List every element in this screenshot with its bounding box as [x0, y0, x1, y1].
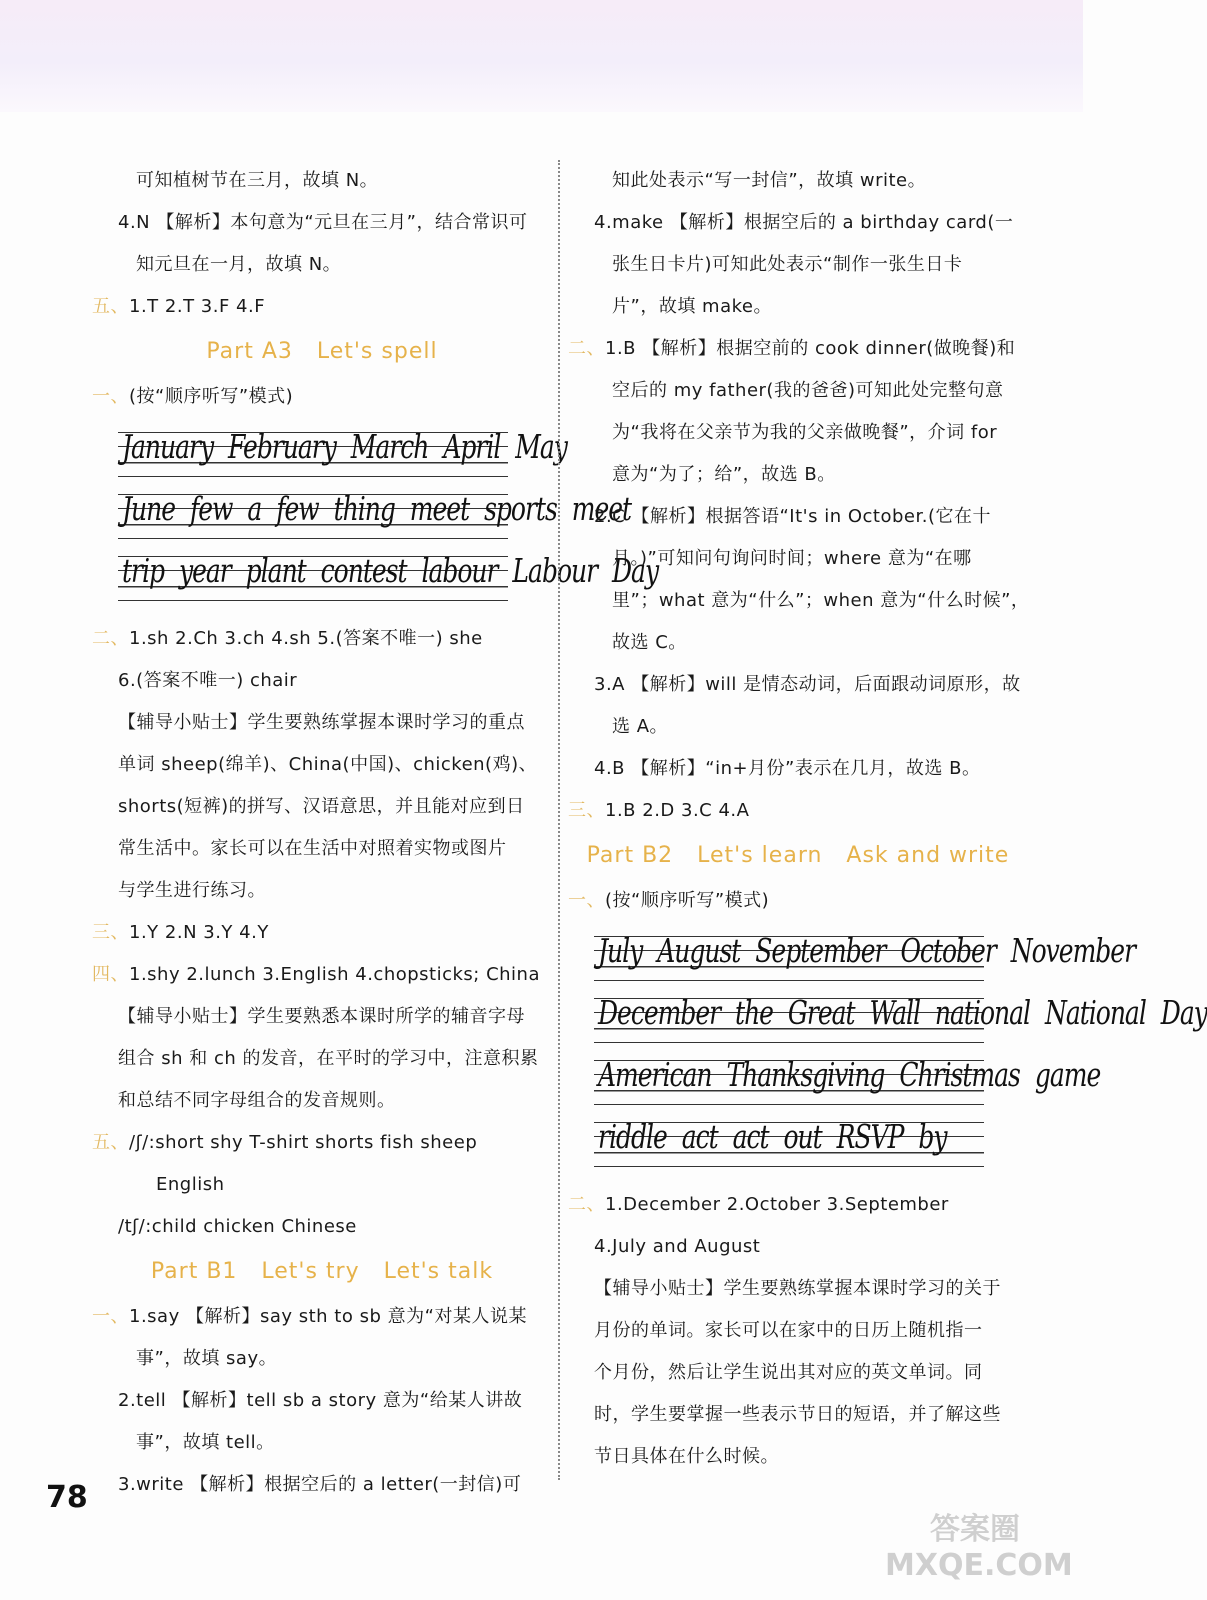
answer-line: 空后的 my father(我的爸爸)可知此处完整句意 — [612, 380, 1004, 401]
section-marker: 五、 — [92, 296, 129, 317]
tip-line: 【辅导小贴士】学生要熟练掌握本课时学习的重点 — [118, 712, 525, 733]
handwriting-text: July August September October November — [598, 932, 1136, 970]
handwriting-line — [594, 1052, 1101, 1114]
answer-line: 3.write 【解析】根据空后的 a letter(一封信)可 — [118, 1474, 522, 1495]
section-line — [568, 328, 1028, 370]
answer-text: 1.B 【解析】根据空前的 cook dinner(做晚餐)和 — [605, 338, 1016, 359]
section-line — [568, 790, 1028, 832]
tip-line: 时，学生要掌握一些表示节日的短语，并了解这些 — [594, 1404, 1001, 1425]
answer-line: 6.(答案不唯一) chair — [118, 670, 298, 691]
answer-line: 里”；what 意为“什么”；when 意为“什么时候”， — [612, 590, 1030, 611]
tip-line: shorts(短裤)的拼写、汉语意思，并且能对应到日 — [118, 796, 525, 817]
section-line — [568, 880, 1028, 922]
answer-text: 1.December 2.October 3.September — [605, 1194, 949, 1215]
section-marker: 一、 — [92, 1306, 129, 1327]
section-heading: Part B1 Let's try Let's talk — [150, 1259, 494, 1284]
answer-line: 片”，故填 make。 — [612, 296, 772, 317]
section-line — [92, 1296, 552, 1338]
section-line — [92, 912, 552, 954]
section-marker: 一、 — [568, 890, 605, 911]
handwriting-line — [118, 486, 632, 548]
answer-line: 故选 C。 — [612, 632, 687, 653]
answer-line: 为“我将在父亲节为我的父亲做晚餐”，介词 for — [612, 422, 998, 443]
section-marker: 三、 — [568, 800, 605, 821]
tip-line: 单词 sheep(绵羊)、China(中国)、chicken(鸡)、 — [118, 754, 538, 775]
tip-line: 和总结不同字母组合的发音规则。 — [118, 1090, 396, 1111]
answer-line: 事”，故填 say。 — [136, 1348, 278, 1369]
tip-line: 组合 sh 和 ch 的发音，在平时的学习中，注意积累 — [118, 1048, 539, 1069]
answer-text: 1.T 2.T 3.F 4.F — [129, 296, 266, 317]
section-marker: 三、 — [92, 922, 129, 943]
answer-line: 事”，故填 tell。 — [136, 1432, 275, 1453]
tip-line: 节日具体在什么时候。 — [594, 1446, 779, 1467]
answer-line: 张生日卡片)可知此处表示“制作一张生日卡 — [612, 254, 963, 275]
handwriting-text: American Thanksgiving Christmas game — [598, 1056, 1101, 1094]
tip-line: 个月份，然后让学生说出其对应的英文单词。同 — [594, 1362, 983, 1383]
handwriting-block — [118, 424, 659, 610]
section-line — [92, 286, 552, 328]
answer-text: 1.shy 2.lunch 3.English 4.chopsticks; China — [129, 964, 540, 985]
handwriting-text: riddle act act out RSVP by — [598, 1118, 947, 1156]
section-marker: 一、 — [92, 386, 129, 407]
page-number: 78 — [46, 1480, 88, 1515]
section-line — [92, 1122, 552, 1164]
header-band — [0, 0, 1083, 112]
answer-line: /tʃ/:child chicken Chinese — [118, 1216, 357, 1237]
section-marker: 二、 — [92, 628, 129, 649]
answer-line: 选 A。 — [612, 716, 669, 737]
section-line — [568, 1184, 1028, 1226]
answer-line: English — [156, 1174, 225, 1195]
tip-line: 常生活中。家长可以在生活中对照着实物或图片 — [118, 838, 507, 859]
right-column — [568, 160, 1207, 1478]
answer-line: 3.A 【解析】will 是情态动词，后面跟动词原形，故 — [594, 674, 1021, 695]
handwriting-text: trip year plant contest labour Labour Day — [122, 552, 659, 590]
section-heading: Part A3 Let's spell — [206, 339, 438, 364]
answer-line: 月。)”可知问句询问时间；where 意为“在哪 — [612, 548, 972, 569]
answer-line: 可知植树节在三月，故填 N。 — [136, 170, 379, 191]
watermark-logo: 答案圈 MXQE.COM — [885, 1512, 1073, 1583]
handwriting-text: June few a few thing meet sports meet — [122, 490, 632, 528]
section-marker: 二、 — [568, 338, 605, 359]
section-line — [92, 618, 552, 660]
answer-line: 2.C 【解析】根据答语“It's in October.(它在十 — [594, 506, 991, 527]
answer-line: 知元旦在一月，故填 N。 — [136, 254, 342, 275]
answer-line: 知此处表示“写一封信”，故填 write。 — [612, 170, 927, 191]
answer-text: (按“顺序听写”模式) — [129, 386, 294, 407]
tip-line: 与学生进行练习。 — [118, 880, 266, 901]
section-marker: 四、 — [92, 964, 129, 985]
handwriting-text: December the Great Wall national National Day — [598, 994, 1207, 1032]
answer-text: (按“顺序听写”模式) — [605, 890, 770, 911]
answer-line: 4.July and August — [594, 1236, 761, 1257]
tip-line: 月份的单词。家长可以在家中的日历上随机指一 — [594, 1320, 983, 1341]
answer-line: 4.N 【解析】本句意为“元旦在三月”，结合常识可 — [118, 212, 528, 233]
answer-text: 1.Y 2.N 3.Y 4.Y — [129, 922, 269, 943]
handwriting-block — [594, 928, 1207, 1176]
answer-line: 4.B 【解析】“in+月份”表示在几月，故选 B。 — [594, 758, 981, 779]
handwriting-text: January February March April May — [122, 428, 567, 466]
answer-line: 意为“为了；给”，故选 B。 — [612, 464, 836, 485]
section-line — [92, 376, 552, 418]
section-heading: Part B2 Let's learn Ask and write — [586, 843, 1010, 868]
tip-line: 【辅导小贴士】学生要熟悉本课时所学的辅音字母 — [118, 1006, 525, 1027]
section-marker: 五、 — [92, 1132, 129, 1153]
handwriting-line — [118, 548, 659, 610]
handwriting-line — [594, 928, 1136, 990]
handwriting-line — [594, 1114, 984, 1176]
handwriting-line — [594, 990, 1207, 1052]
answer-line: 2.tell 【解析】tell sb a story 意为“给某人讲故 — [118, 1390, 523, 1411]
section-line — [92, 954, 552, 996]
answer-line: 4.make 【解析】根据空后的 a birthday card(一 — [594, 212, 1014, 233]
answer-text: 1.sh 2.Ch 3.ch 4.sh 5.(答案不唯一) she — [129, 628, 483, 649]
column-divider — [558, 160, 560, 1480]
handwriting-line — [118, 424, 567, 486]
tip-line: 【辅导小贴士】学生要熟练掌握本课时学习的关于 — [594, 1278, 1001, 1299]
answer-text: 1.B 2.D 3.C 4.A — [605, 800, 750, 821]
answer-text: /ʃ/:short shy T-shirt shorts fish sheep — [129, 1132, 478, 1153]
answer-text: 1.say 【解析】say sth to sb 意为“对某人说某 — [129, 1306, 527, 1327]
section-marker: 二、 — [568, 1194, 605, 1215]
